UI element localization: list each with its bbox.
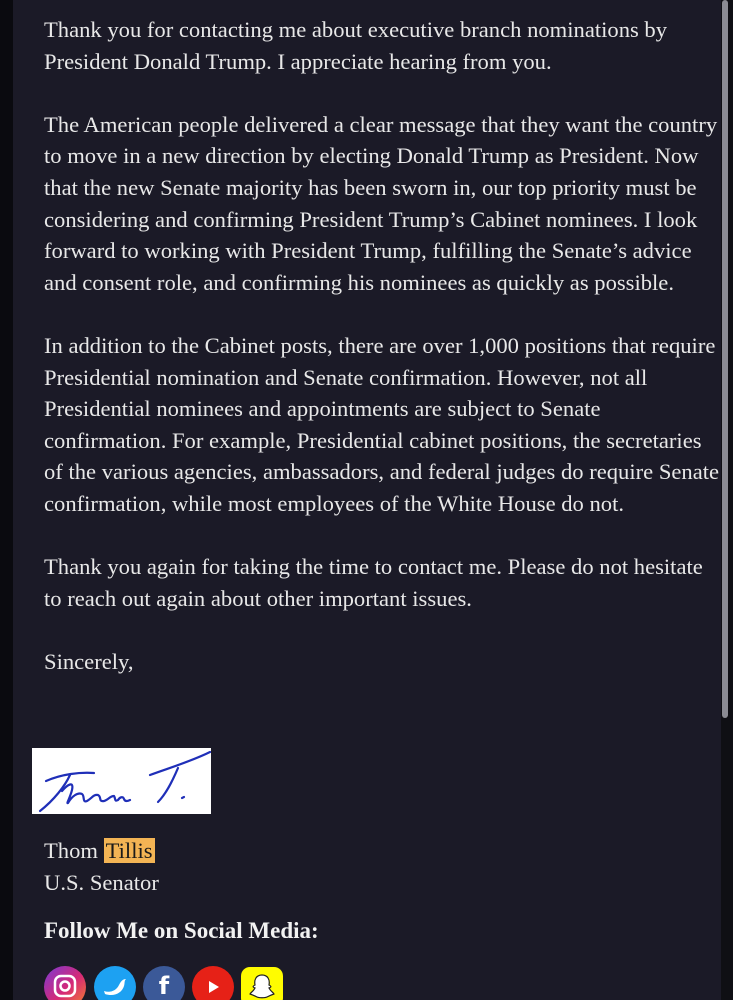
- paragraph-3: In addition to the Cabinet posts, there are over 1,000 positions that require Presidential nomination and Senate confirmation. However, not all Presidential nominees and appointments are subject to Senate confirmation. For example, Presidential cabinet positions, the secretaries of the various agencies, ambassadors, and federal judges do require Senate confirmation, while most employees of the White House do not.: [44, 332, 720, 516]
- social-media-heading: Follow Me on Social Media:: [44, 918, 319, 943]
- signature-image: [32, 748, 211, 814]
- instagram-icon[interactable]: [44, 966, 86, 1000]
- twitter-icon[interactable]: [94, 966, 136, 1000]
- paragraph-4: Thank you again for taking the time to contact me. Please do not hesitate to reach out again about other important issues.: [44, 554, 703, 611]
- senator-title: U.S. Senator: [44, 870, 159, 895]
- facebook-icon[interactable]: f: [143, 966, 185, 1000]
- paragraph-2: The American people delivered a clear message that they want the country to move in a new direction by electing Donald Trump as President. Now that the new Senate majority has been sworn in, our top priority must be considering and confirming President Trump’s Cabinet nominees. I look forward to working with President Trump, fulfilling the Senate’s advice and consent role, and confirming his nominees as quickly as possible.: [44, 111, 718, 295]
- handwritten-signature: [32, 748, 211, 814]
- snapchat-icon[interactable]: [241, 967, 283, 1000]
- highlighted-last-name: Tillis: [105, 838, 153, 863]
- senator-name: [44, 835, 159, 867]
- letter-body: [44, 14, 720, 677]
- signature-block: [44, 835, 159, 899]
- left-margin: [0, 0, 13, 1000]
- paragraph-1: Thank you for contacting me about executive branch nominations by President Donald Trump. I appreciate hearing from you.: [44, 17, 668, 74]
- closing-salutation: Sincerely,: [44, 648, 134, 674]
- youtube-icon[interactable]: [192, 966, 234, 1000]
- scrollbar-thumb[interactable]: [722, 0, 728, 718]
- first-name: Thom: [44, 838, 98, 863]
